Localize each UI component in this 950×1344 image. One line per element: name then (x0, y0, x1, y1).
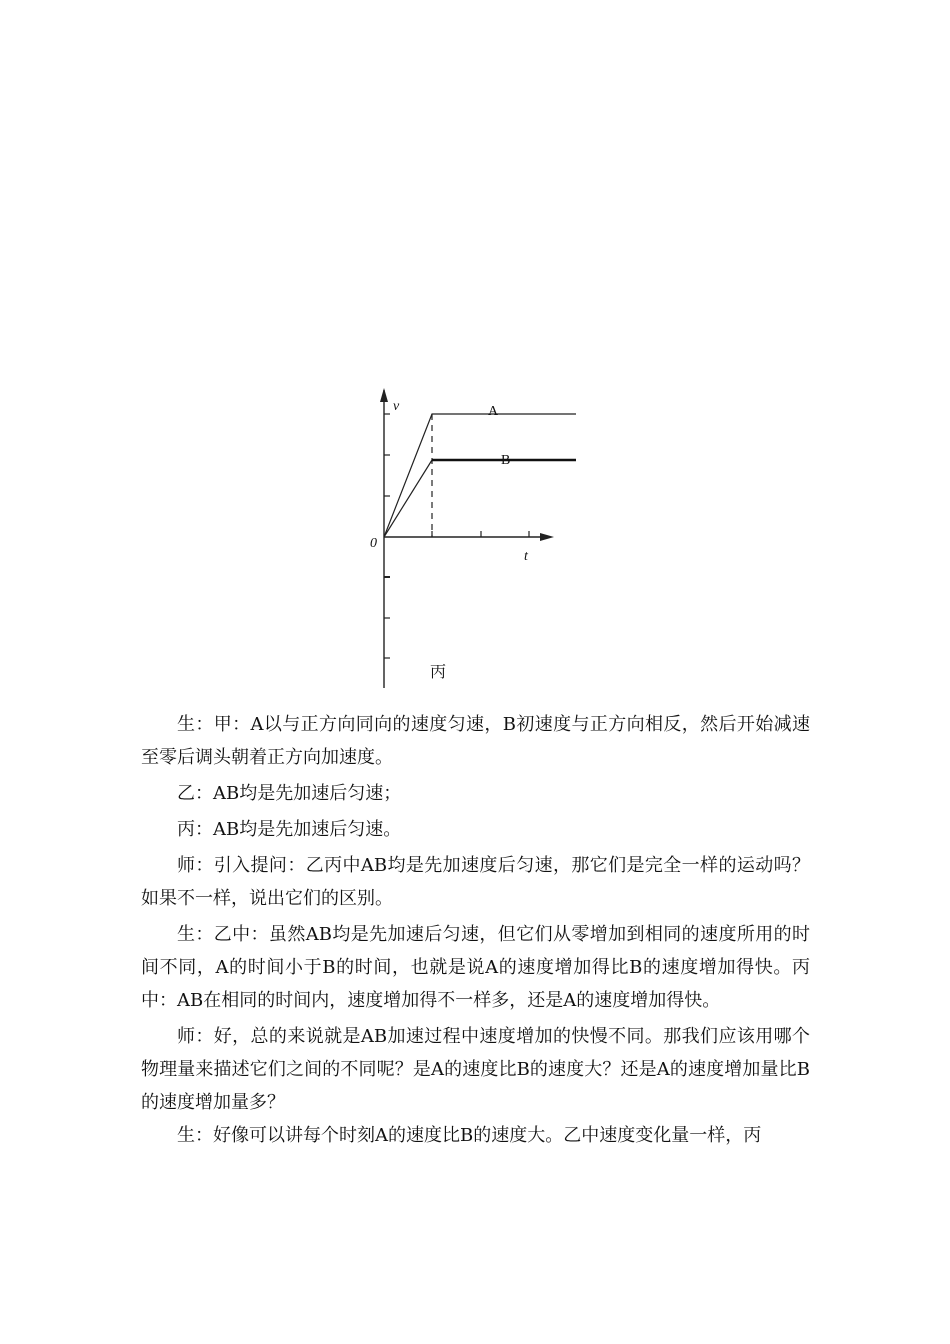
x-axis-arrow (540, 533, 554, 541)
paragraph: 丙：AB均是先加速后匀速。 (177, 819, 402, 840)
paragraph: 乙：AB均是先加速后匀速； (177, 783, 402, 804)
origin-label: 0 (370, 536, 377, 551)
paragraph: 生：好像可以讲每个时刻A的速度比B的速度大。乙中速度变化量一样，丙 (177, 1125, 762, 1146)
document-body (141, 708, 810, 1155)
y-axis-arrow (380, 388, 388, 402)
line-b-label: B (501, 453, 511, 468)
vt-graph (340, 380, 600, 700)
paragraph: 师：引入提问：乙丙中AB均是先加速度后匀速，那它们是完全一样的运动吗？如果不一样，说出它们的区别。 (141, 855, 810, 909)
paragraph: 生：乙中：虽然AB均是先加速后匀速，但它们从零增加到相同的速度所用的时间不同，A的时间小于B的时间，也就是说A的速度增加得比B的速度增加得快。丙中：AB在相同的时间内，速度增加得不一样多，还是A的速度增加得快。 (141, 924, 810, 1011)
x-axis-label: t (524, 549, 528, 564)
line-a-label: A (488, 404, 499, 419)
y-axis-label: v (393, 399, 400, 414)
line-a (384, 414, 576, 537)
paragraph: 师：好，总的来说就是AB加速过程中速度增加的快慢不同。那我们应该用哪个物理量来描述它们之间的不同呢？是A的速度比B的速度大？还是A的速度增加量比B的速度增加量多？ (141, 1026, 810, 1113)
line-b-ramp (384, 460, 432, 537)
paragraph: 生：甲：A以与正方向同向的速度匀速，B初速度与正方向相反，然后开始减速至零后调头朝着正方向加速度。 (141, 714, 810, 768)
velocity-time-graph-figure (340, 380, 600, 700)
figure-caption: 丙 (430, 664, 447, 681)
